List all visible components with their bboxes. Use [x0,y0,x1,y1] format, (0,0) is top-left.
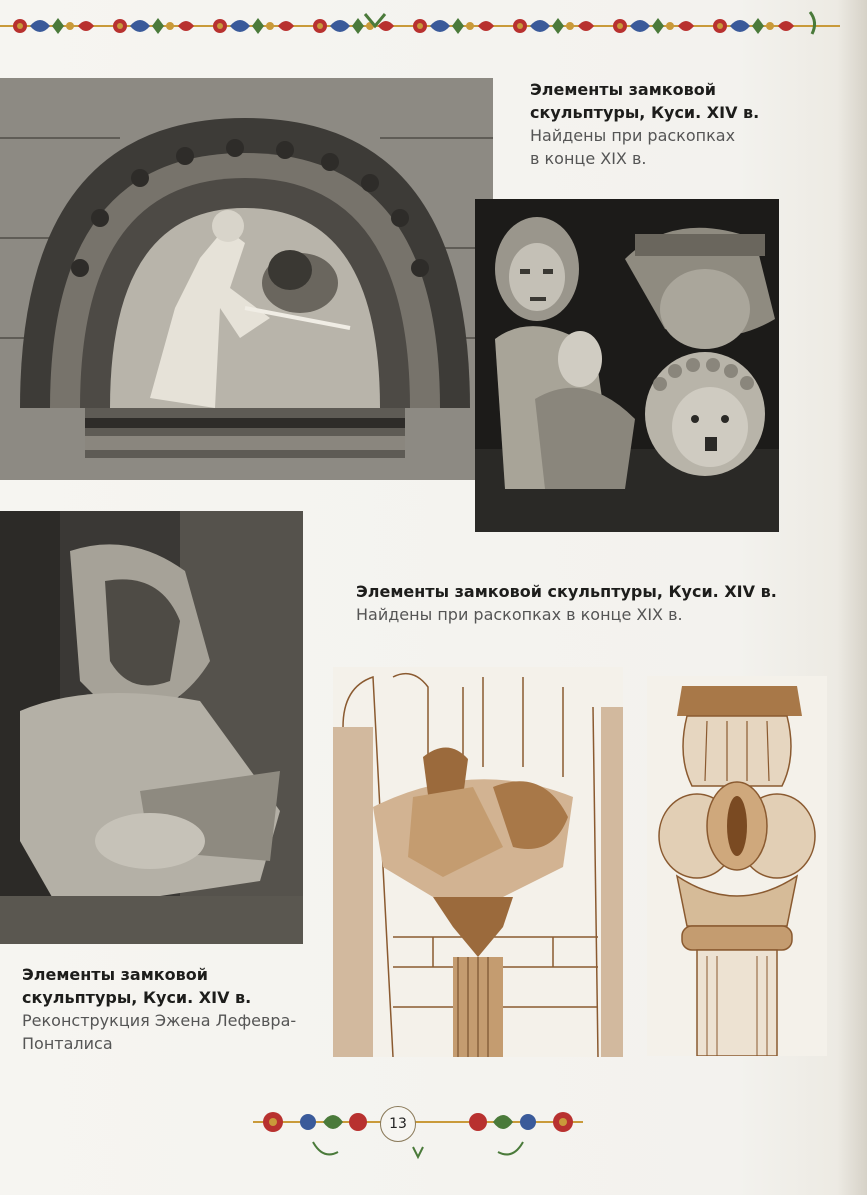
caption-bl-sub-line2: Понталиса [22,1034,113,1053]
caption-middle-sub: Найдены при раскопках в конце XIX в. [356,605,683,624]
caption-sub-line1: Найдены при раскопках [530,126,736,145]
caption-bl-title-line1: Элементы замковой [22,965,208,984]
caption-bl-title-line2: скульптуры, Куси. XIV в. [22,988,252,1007]
hooded-figure-photo [0,511,303,944]
capital-engraving [647,676,827,1056]
top-ornament-border [0,4,840,48]
caption-title-line1: Элементы замковой [530,80,716,99]
caption-top-right [530,78,850,170]
corbel-engraving [333,667,623,1057]
footer-ornament [253,1092,583,1170]
caption-sub-line2: в конце XIX в. [530,149,647,168]
caption-middle-title: Элементы замковой скульптуры, Куси. XIV в. [356,582,777,601]
heads-photo [475,199,779,532]
page-number: 13 [380,1106,416,1142]
caption-bl-sub-line1: Реконструкция Эжена Лефевра- [22,1011,297,1030]
tympanum-photo [0,78,493,480]
caption-title-line2: скульптуры, Куси. XIV в. [530,103,760,122]
caption-bottom-left [22,963,322,1055]
page-edge-shadow [837,0,867,1195]
caption-middle [356,580,796,626]
